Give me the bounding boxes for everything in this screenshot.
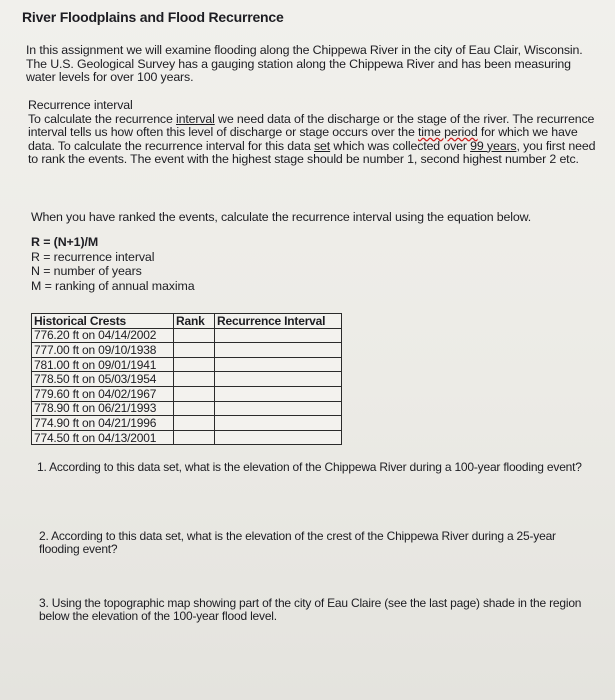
question-2: 2. According to this data set, what is the elevation of the crest of the Chippewa River during a 25-year flooding event? <box>39 529 556 556</box>
recurrence-cell[interactable] <box>215 357 342 372</box>
rec-text-1: To calculate the recurrence <box>28 111 177 126</box>
recurrence-paragraph <box>28 113 600 167</box>
crest-cell: 777.00 ft on 09/10/1938 <box>32 343 174 358</box>
recurrence-cell[interactable] <box>215 401 342 416</box>
equation-formula: R = (N+1)/M <box>31 235 99 249</box>
table-row <box>32 416 342 431</box>
crest-cell: 781.00 ft on 09/01/1941 <box>32 357 174 372</box>
header-rank: Rank <box>174 314 215 329</box>
recurrence-cell[interactable] <box>215 386 342 401</box>
historical-crests-table <box>31 313 342 445</box>
table-header-row <box>32 314 342 329</box>
recurrence-cell[interactable] <box>215 416 342 431</box>
table-row <box>32 430 342 445</box>
word-set: set <box>314 138 331 153</box>
recurrence-cell[interactable] <box>215 343 342 358</box>
crest-cell: 779.60 ft on 04/02/1967 <box>32 386 174 401</box>
table-row <box>32 343 342 358</box>
table-row <box>32 386 342 401</box>
rank-cell[interactable] <box>174 357 215 372</box>
recurrence-cell[interactable] <box>215 372 342 387</box>
crest-cell: 778.90 ft on 06/21/1993 <box>32 401 174 416</box>
rec-text-2: we need data of the discharge or the stage of the river. The recurrence interval tells us how often this level of discharge or stage occurs over the <box>28 111 595 139</box>
word-99-years: 99 years <box>470 138 517 153</box>
intro-paragraph: In this assignment we will examine flooding along the Chippewa River in the city of Eau Clair, Wisconsin. The U.S. Geological Survey has a gauging station along the Chippewa River and has been measuring water levels for over 100 years. <box>26 43 583 84</box>
equation-m-definition: M = ranking of annual maxima <box>31 279 195 293</box>
rank-cell[interactable] <box>174 343 215 358</box>
crest-cell: 776.20 ft on 04/14/2002 <box>32 328 174 343</box>
table-row <box>32 372 342 387</box>
rec-text-4: which was collected over <box>330 138 471 153</box>
rec-text-5: , you first need to rank the events. The event with the highest stage should be number 1, second highest number 2 etc. <box>28 138 596 166</box>
table-row <box>32 328 342 343</box>
rank-instruction: When you have ranked the events, calculate the recurrence interval using the equation below. <box>31 210 532 224</box>
rank-cell[interactable] <box>174 430 215 445</box>
question-3: 3. Using the topographic map showing part of the city of Eau Claire (see the last page) shade in the region below the elevation of the 100-year flood level. <box>39 596 582 623</box>
header-recurrence-interval: Recurrence Interval <box>215 314 342 329</box>
page-title: River Floodplains and Flood Recurrence <box>22 9 284 25</box>
recurrence-cell[interactable] <box>215 328 342 343</box>
equation-r-definition: R = recurrence interval <box>31 250 155 264</box>
recurrence-cell[interactable] <box>215 430 342 445</box>
rank-cell[interactable] <box>174 386 215 401</box>
rank-cell[interactable] <box>174 416 215 431</box>
crest-cell: 774.50 ft on 04/13/2001 <box>32 430 174 445</box>
header-historical-crests: Historical Crests <box>32 314 174 329</box>
question-1: 1. According to this data set, what is the elevation of the Chippewa River during a 100-year flooding event? <box>37 460 582 474</box>
table-row <box>32 401 342 416</box>
table-row <box>32 357 342 372</box>
word-time-period: time period <box>417 125 478 139</box>
rec-text-3: for which we have data. To calculate the recurrence interval for this data <box>28 125 578 153</box>
recurrence-section <box>28 99 600 167</box>
rank-cell[interactable] <box>174 372 215 387</box>
crest-cell: 774.90 ft on 04/21/1996 <box>32 416 174 431</box>
recurrence-heading: Recurrence interval <box>28 98 133 112</box>
word-interval: interval <box>176 111 215 126</box>
rank-cell[interactable] <box>174 328 215 343</box>
equation-n-definition: N = number of years <box>31 264 142 278</box>
crest-cell: 778.50 ft on 05/03/1954 <box>32 372 174 387</box>
rank-cell[interactable] <box>174 401 215 416</box>
